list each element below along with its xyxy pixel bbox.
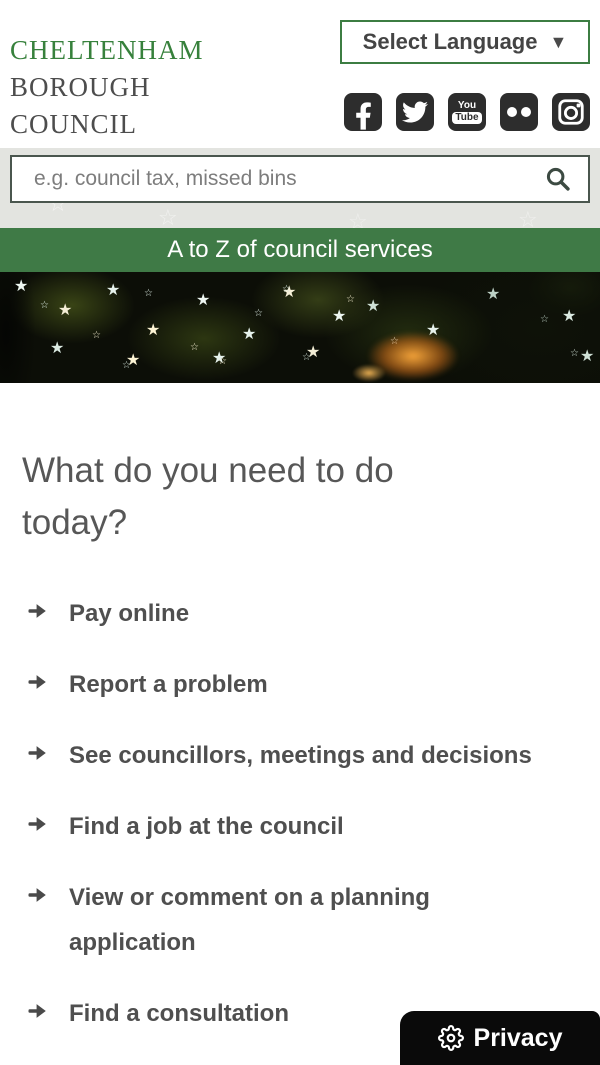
arrow-right-icon [25, 814, 51, 834]
search-box [10, 155, 590, 203]
quick-link-report-a-problem[interactable]: Report a problem [22, 662, 578, 707]
search-icon [544, 165, 572, 193]
arrow-right-icon [25, 672, 51, 692]
arrow-right-icon [25, 1001, 51, 1021]
logo-line-2: BOROUGH [10, 72, 151, 102]
search-button[interactable] [536, 165, 588, 193]
search-section [0, 148, 600, 228]
instagram-icon[interactable] [552, 93, 590, 131]
quick-link-find-a-consultation[interactable]: Find a consultation [22, 991, 578, 1036]
select-language-button[interactable] [340, 20, 590, 64]
privacy-button[interactable] [400, 1011, 600, 1065]
a-to-z-link[interactable]: A to Z of council services [0, 228, 600, 272]
search-input[interactable] [12, 157, 536, 201]
hero-star-lights-small [40, 300, 49, 311]
page-title: What do you need to do today? [22, 451, 394, 542]
facebook-icon[interactable] [344, 93, 382, 131]
arrow-right-icon [25, 601, 51, 621]
gear-icon [438, 1025, 464, 1051]
arrow-right-icon [25, 885, 51, 905]
privacy-label: Privacy [473, 1023, 563, 1052]
quick-link-planning-application[interactable]: View or comment on a planning application [22, 875, 578, 965]
site-header [0, 0, 600, 148]
twitter-icon[interactable] [396, 93, 434, 131]
hero-image [0, 272, 600, 383]
hero-orange-lights-small [352, 364, 386, 382]
flickr-icon[interactable] [500, 93, 538, 131]
quick-link-councillors-meetings[interactable]: See councillors, meetings and decisions [22, 733, 578, 778]
quick-link-pay-online[interactable]: Pay online [22, 591, 578, 636]
logo-line-1: CHELTENHAM [10, 35, 204, 65]
logo-line-3: COUNCIL [10, 109, 137, 139]
hero-star-lights [14, 276, 28, 295]
site-logo[interactable] [10, 32, 204, 143]
main-content [0, 445, 600, 1036]
social-links [344, 93, 590, 131]
select-language-label: Select Language [362, 29, 538, 54]
quick-links-list [22, 591, 578, 1036]
quick-link-find-a-job[interactable]: Find a job at the council [22, 804, 578, 849]
chevron-down-icon: ▼ [549, 31, 568, 52]
youtube-icon[interactable]: You Tube [448, 93, 486, 131]
arrow-right-icon [25, 743, 51, 763]
